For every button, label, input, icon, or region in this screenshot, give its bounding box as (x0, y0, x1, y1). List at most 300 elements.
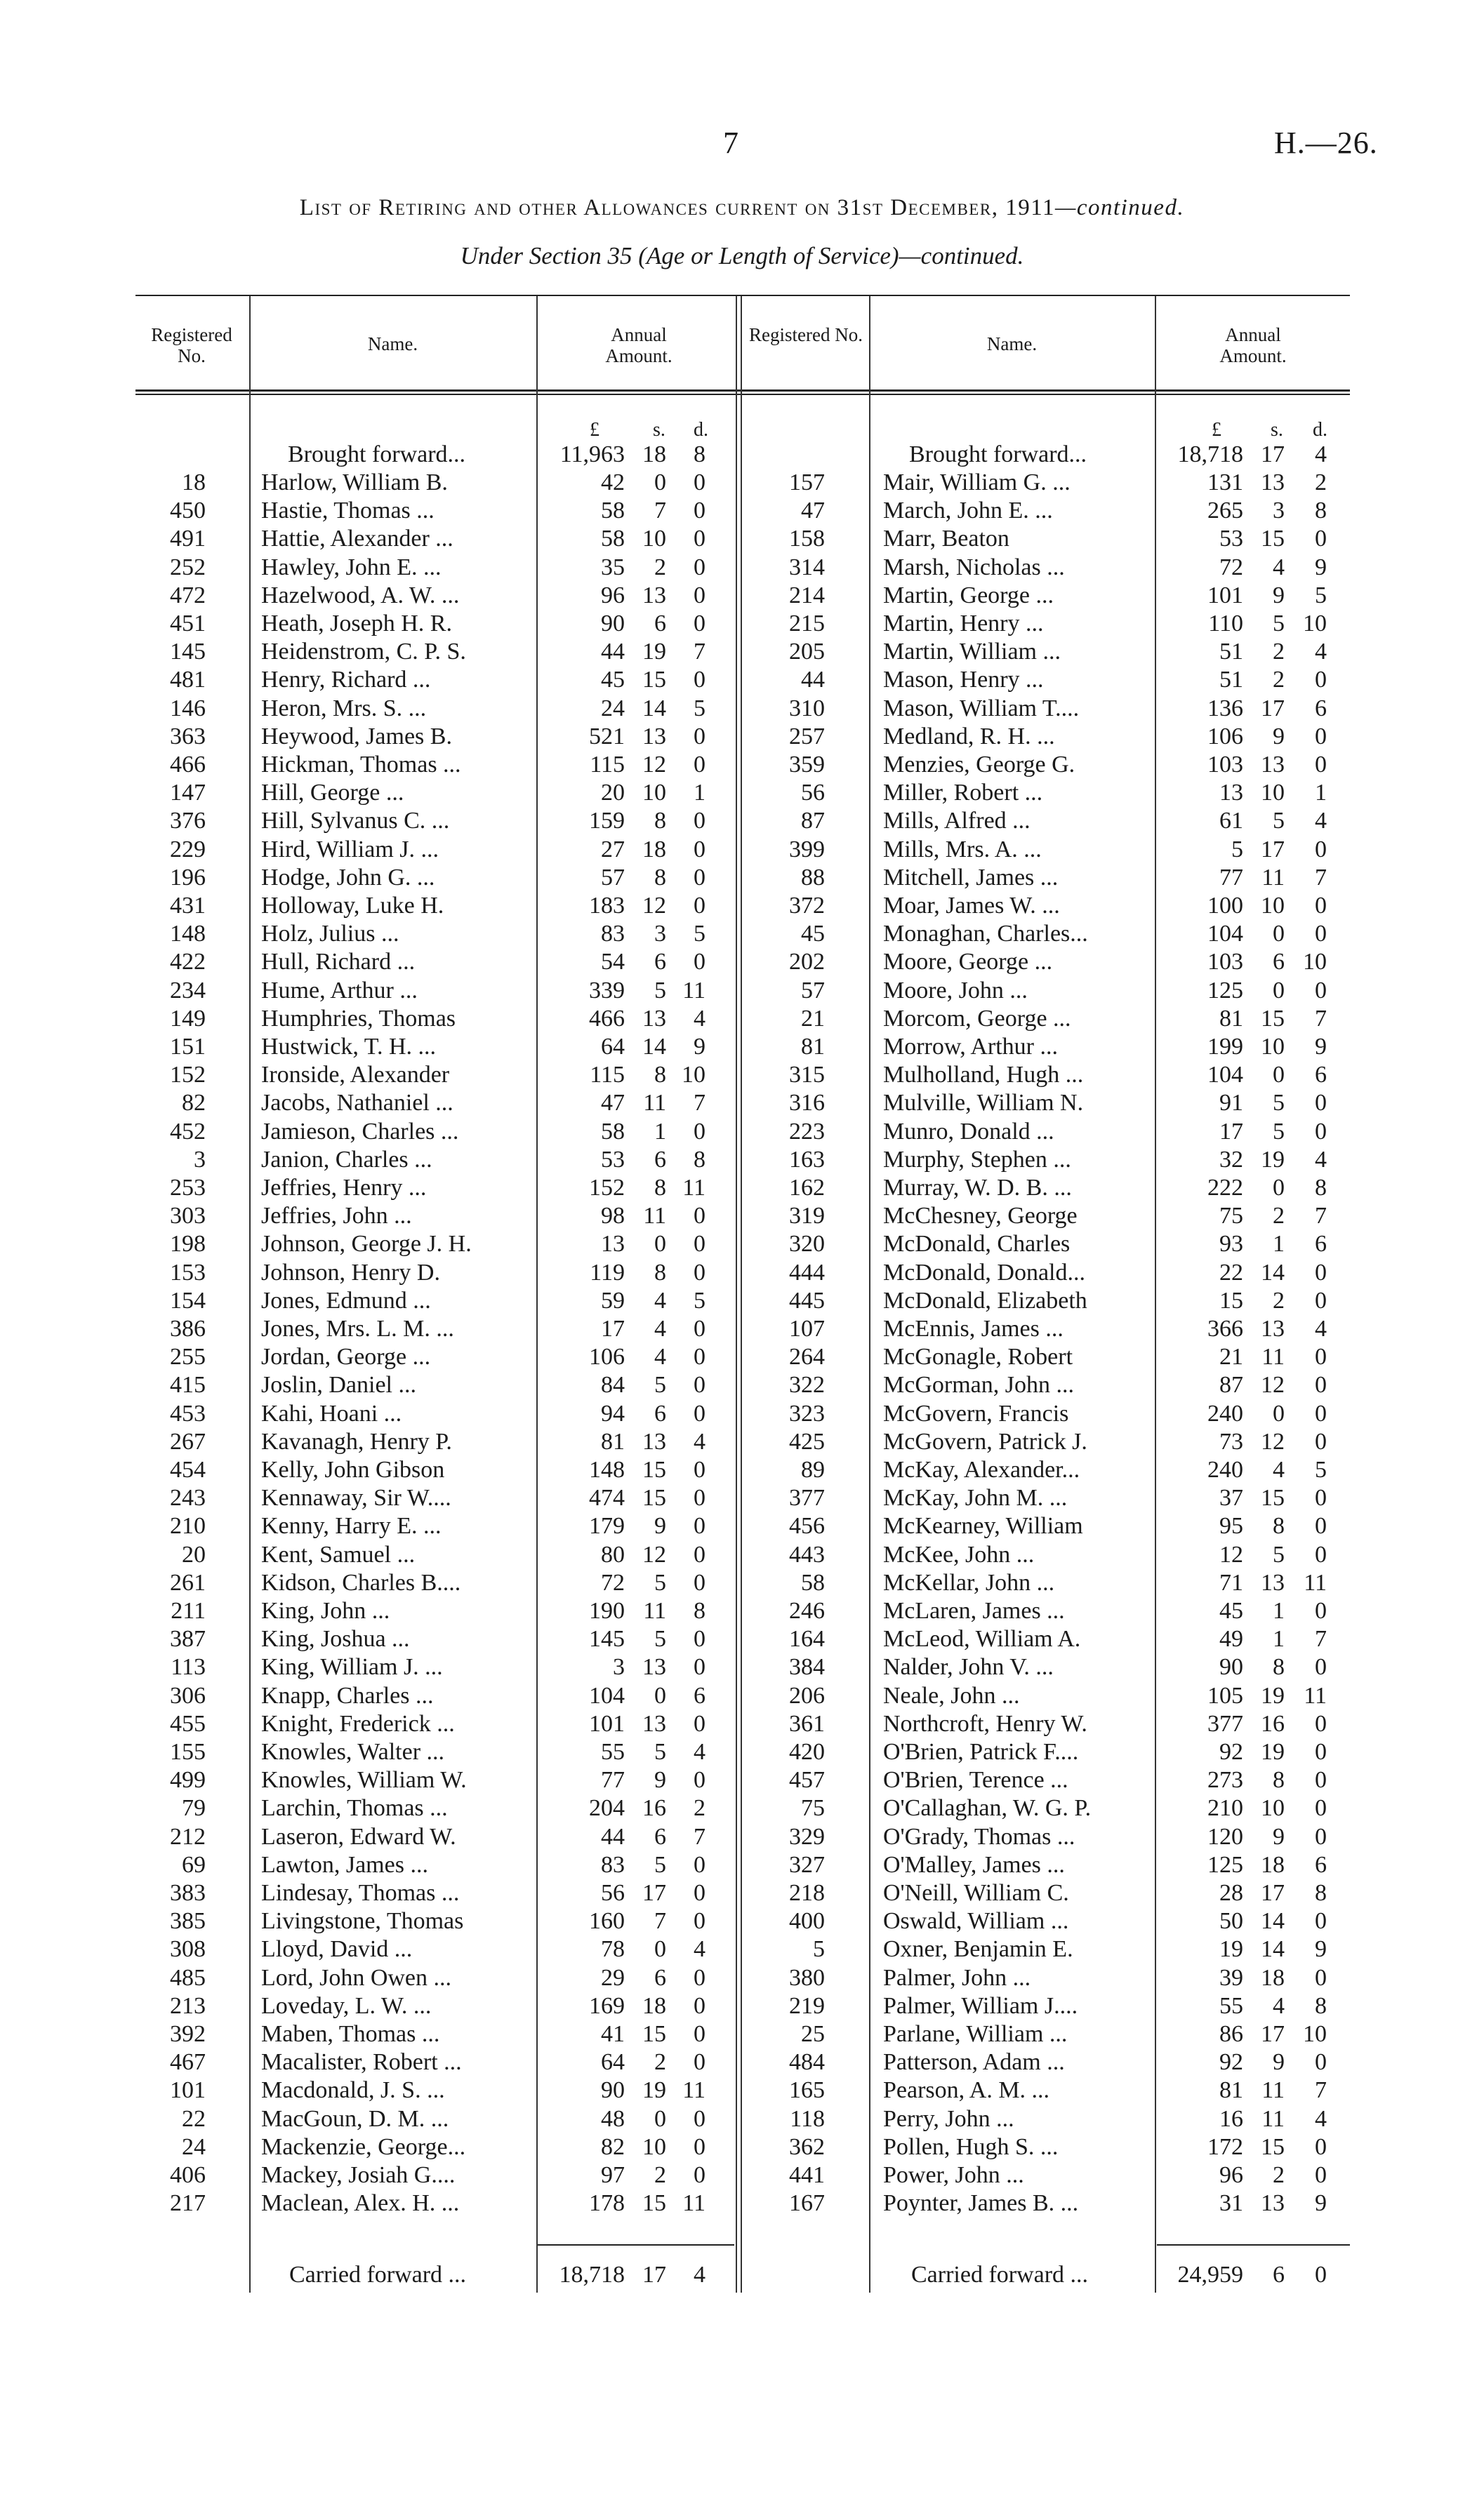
name-cell: Knowles, William W. (261, 1767, 467, 1794)
pence-cell: 0 (1315, 893, 1327, 919)
pounds-cell: 51 (1219, 667, 1243, 693)
shillings-cell: 15 (642, 1457, 666, 1483)
pounds-cell: 82 (601, 2133, 625, 2160)
pounds-cell: 86 (1219, 2021, 1243, 2047)
shillings-cell: 6 (654, 1964, 666, 1991)
name-cell: Power, John ... (883, 2162, 1024, 2188)
reg-no-cell: 149 (170, 1005, 206, 1032)
table-row (0, 1484, 1484, 1512)
pounds-cell: 521 (589, 723, 625, 749)
reg-no-cell: 252 (170, 554, 206, 580)
name-cell: Mason, Henry ... (883, 667, 1044, 693)
shillings-cell: 10 (1261, 1034, 1285, 1060)
shillings-cell: 19 (1261, 1146, 1285, 1173)
shillings-cell: 8 (654, 1062, 666, 1088)
name-cell: McGorman, John ... (883, 1372, 1074, 1399)
shillings-cell: 2 (1273, 1287, 1285, 1314)
name-cell: McKee, John ... (883, 1541, 1035, 1568)
name-cell: Knapp, Charles ... (261, 1682, 434, 1709)
reg-no-cell: 406 (170, 2162, 206, 2188)
reg-no-cell: 213 (170, 1992, 206, 2019)
pence-cell: 0 (694, 1992, 705, 2019)
pence-cell: 0 (694, 1259, 705, 1286)
shillings-cell: 9 (1273, 582, 1285, 608)
table-row (0, 892, 1484, 920)
shillings-cell: 3 (654, 921, 666, 947)
reg-no-cell: 363 (170, 723, 206, 749)
reg-no-cell: 229 (170, 836, 206, 862)
name-cell: Kidson, Charles B.... (261, 1569, 461, 1596)
pence-cell: 0 (1315, 1400, 1327, 1427)
pounds-cell: 48 (601, 2105, 625, 2132)
reg-no-cell: 257 (789, 723, 825, 749)
pence-cell: 0 (1315, 2133, 1327, 2160)
shillings-cell: 10 (1261, 780, 1285, 806)
reg-no-cell: 452 (170, 1118, 206, 1145)
pounds-cell: 115 (590, 752, 625, 778)
reg-no-cell: 267 (170, 1428, 206, 1455)
reg-no-cell: 451 (170, 611, 206, 636)
right-carried-forward-label: Carried forward ... (911, 2262, 1089, 2288)
name-cell: Martin, William ... (883, 639, 1061, 665)
reg-no-cell: 113 (171, 1654, 206, 1681)
reg-no-cell: 152 (170, 1062, 206, 1088)
reg-no-cell: 243 (170, 1485, 206, 1512)
pounds-cell: 54 (601, 949, 625, 975)
pence-cell: 0 (694, 949, 705, 975)
pence-cell: 7 (1315, 1626, 1327, 1653)
shillings-cell: 5 (654, 1569, 666, 1596)
table-row (0, 2189, 1484, 2218)
shillings-cell: 11 (1261, 1344, 1285, 1371)
reg-no-cell: 107 (789, 1316, 825, 1342)
table-row (0, 1851, 1484, 1879)
shillings-cell: 6 (654, 1146, 666, 1173)
table-row (0, 1343, 1484, 1371)
name-cell: MacGoun, D. M. ... (261, 2105, 449, 2132)
table-header-rule-2 (135, 394, 1350, 395)
pounds-cell: 87 (1219, 1372, 1243, 1399)
reg-no-cell: 163 (789, 1146, 825, 1173)
name-cell: Hickman, Thomas ... (261, 752, 461, 778)
shillings-cell: 1 (1273, 1231, 1285, 1258)
name-cell: Holz, Julius ... (261, 921, 399, 947)
table-row (0, 920, 1484, 948)
name-cell: Jamieson, Charles ... (261, 1118, 459, 1145)
reg-no-cell: 20 (182, 1541, 206, 1568)
table-row (0, 1992, 1484, 2020)
name-cell: Hird, William J. ... (261, 836, 439, 862)
reg-no-cell: 315 (789, 1062, 825, 1088)
shillings-cell: 18 (1261, 1964, 1285, 1991)
reg-no-cell: 415 (170, 1372, 206, 1399)
reg-no-cell: 210 (170, 1513, 206, 1540)
shillings-cell: 0 (654, 1231, 666, 1258)
reg-no-cell: 384 (789, 1654, 825, 1681)
pounds-cell: 37 (1219, 1485, 1243, 1512)
shillings-cell: 15 (1261, 2133, 1285, 2160)
table-row (0, 497, 1484, 525)
table-row (0, 1766, 1484, 1794)
reg-no-cell: 167 (789, 2190, 825, 2217)
table-row (0, 2076, 1484, 2105)
pence-cell: 0 (1315, 1344, 1327, 1371)
pounds-cell: 172 (1207, 2133, 1243, 2160)
pounds-cell: 106 (1207, 723, 1243, 749)
reg-no-cell: 45 (801, 921, 825, 947)
shillings-cell: 17 (642, 1880, 666, 1906)
name-cell: McKay, Alexander... (883, 1457, 1080, 1483)
pence-cell: 5 (694, 695, 705, 721)
shillings-cell: 2 (654, 2162, 666, 2188)
name-cell: Martin, George ... (883, 582, 1054, 608)
name-cell: Harlow, William B. (261, 469, 448, 495)
pounds-cell: 273 (1207, 1767, 1243, 1794)
name-cell: Joslin, Daniel ... (261, 1372, 416, 1399)
name-cell: Larchin, Thomas ... (261, 1795, 448, 1822)
reg-no-cell: 69 (182, 1851, 206, 1878)
pounds-cell: 152 (589, 1175, 625, 1201)
pence-cell: 0 (694, 2021, 705, 2047)
pence-cell: 0 (694, 1964, 705, 1991)
pounds-cell: 13 (601, 1231, 625, 1258)
name-cell: Mills, Mrs. A. ... (883, 836, 1042, 862)
pounds-cell: 83 (601, 921, 625, 947)
shillings-cell: 15 (642, 1485, 666, 1512)
reg-no-cell: 261 (170, 1569, 206, 1596)
pounds-cell: 131 (1207, 469, 1243, 495)
name-cell: Miller, Robert ... (883, 780, 1043, 806)
pounds-cell: 27 (601, 836, 625, 862)
shillings-cell: 0 (654, 1682, 666, 1709)
pence-cell: 0 (694, 2133, 705, 2160)
pounds-cell: 45 (1219, 1598, 1243, 1624)
name-cell: Oxner, Benjamin E. (883, 1936, 1073, 1963)
shillings-cell: 10 (1261, 893, 1285, 919)
pence-cell: 0 (694, 1710, 705, 1737)
name-cell: Menzies, George G. (883, 752, 1075, 778)
reg-no-cell: 215 (789, 611, 825, 636)
name-cell: Hawley, John E. ... (261, 554, 442, 580)
pounds-cell: 51 (1219, 639, 1243, 665)
pence-cell: 0 (1315, 921, 1327, 947)
name-cell: McGovern, Patrick J. (883, 1428, 1087, 1455)
pounds-cell: 15 (1219, 1287, 1243, 1314)
name-cell: Munro, Donald ... (883, 1118, 1054, 1145)
pence-cell: 0 (694, 1203, 705, 1229)
reg-no-cell: 327 (789, 1851, 825, 1878)
pence-cell: 9 (1315, 554, 1327, 580)
reg-no-cell: 377 (789, 1485, 825, 1512)
shillings-cell: 2 (654, 2049, 666, 2076)
pounds-cell: 179 (589, 1513, 625, 1540)
pounds-cell: 57 (601, 864, 625, 891)
reg-no-cell: 196 (170, 864, 206, 891)
name-cell: Martin, Henry ... (883, 611, 1044, 636)
pounds-cell: 265 (1207, 498, 1243, 524)
reg-no-cell: 400 (789, 1908, 825, 1935)
name-cell: Pollen, Hugh S. ... (883, 2133, 1059, 2160)
pounds-cell: 90 (601, 611, 625, 636)
name-cell: Heywood, James B. (261, 723, 452, 749)
shillings-cell: 19 (1261, 1682, 1285, 1709)
pounds-cell: 339 (589, 977, 625, 1004)
pounds-cell: 53 (601, 1146, 625, 1173)
shillings-cell: 0 (654, 1936, 666, 1963)
name-cell: Hill, George ... (261, 780, 404, 806)
reg-no-cell: 146 (170, 695, 206, 721)
reg-no-cell: 467 (170, 2049, 206, 2076)
name-cell: Macdonald, J. S. ... (261, 2077, 445, 2104)
pence-cell: 0 (1315, 1654, 1327, 1681)
table-row (0, 1625, 1484, 1653)
pounds-cell: 61 (1219, 808, 1243, 834)
name-cell: Hazelwood, A. W. ... (261, 582, 460, 608)
table-row (0, 666, 1484, 694)
pence-cell: 0 (694, 1851, 705, 1878)
shillings-cell: 19 (642, 2077, 666, 2104)
pounds-cell: 35 (601, 554, 625, 580)
reg-no-cell: 466 (170, 752, 206, 778)
shillings-cell: 10 (1261, 1795, 1285, 1822)
pence-cell: 0 (694, 1344, 705, 1371)
shillings-cell: 12 (1261, 1372, 1285, 1399)
pence-cell: 0 (1315, 2049, 1327, 2076)
pounds-cell: 103 (1207, 949, 1243, 975)
name-cell: Mitchell, James ... (883, 864, 1059, 891)
shillings-cell: 1 (1273, 1598, 1285, 1624)
pounds-cell: 17 (1219, 1118, 1243, 1145)
shillings-cell: 7 (654, 498, 666, 524)
pence-cell: 11 (682, 1175, 705, 1201)
pence-cell: 0 (1315, 977, 1327, 1004)
pence-cell: 4 (1315, 2105, 1327, 2132)
name-cell: Loveday, L. W. ... (261, 1992, 432, 2019)
shillings-cell: 0 (654, 469, 666, 495)
reg-no-cell: 211 (171, 1598, 206, 1624)
name-cell: Hustwick, T. H. ... (261, 1034, 437, 1060)
reg-no-cell: 387 (170, 1626, 206, 1653)
name-cell: Pearson, A. M. ... (883, 2077, 1050, 2104)
left-pound-label: £ (590, 419, 599, 441)
pence-cell: 0 (694, 1880, 705, 1906)
pence-cell: 0 (1315, 1767, 1327, 1794)
shillings-cell: 18 (1261, 1851, 1285, 1878)
pence-cell: 7 (1315, 864, 1327, 891)
shillings-cell: 16 (642, 1795, 666, 1822)
page-number: 7 (723, 126, 738, 160)
pounds-cell: 96 (1219, 2162, 1243, 2188)
shillings-cell: 15 (642, 2190, 666, 2217)
name-cell: Jordan, George ... (261, 1344, 431, 1371)
reg-no-cell: 329 (789, 1823, 825, 1850)
reg-no-cell: 151 (170, 1034, 206, 1060)
reg-no-cell: 219 (789, 1992, 825, 2019)
shillings-cell: 13 (642, 1710, 666, 1737)
pence-cell: 5 (694, 921, 705, 947)
reg-no-cell: 18 (182, 469, 206, 495)
reg-no-cell: 205 (789, 639, 825, 665)
pence-cell: 0 (694, 1541, 705, 1568)
shillings-cell: 9 (654, 1767, 666, 1794)
table-row (0, 779, 1484, 807)
pence-cell: 1 (694, 780, 705, 806)
pence-cell: 0 (694, 2162, 705, 2188)
pence-cell: 0 (1315, 1908, 1327, 1935)
shillings-cell: 0 (1273, 977, 1285, 1004)
shillings-cell: 0 (654, 2105, 666, 2132)
name-cell: Murray, W. D. B. ... (883, 1175, 1072, 1201)
pence-cell: 7 (694, 1823, 705, 1850)
pence-cell: 0 (694, 1569, 705, 1596)
pence-cell: 0 (1315, 1598, 1327, 1624)
name-cell: McKearney, William (883, 1513, 1083, 1540)
table-row (0, 1400, 1484, 1428)
shillings-cell: 13 (642, 723, 666, 749)
pence-cell: 4 (1315, 1316, 1327, 1342)
pence-cell: 0 (694, 1316, 705, 1342)
name-cell: Heath, Joseph H. R. (261, 611, 452, 636)
pence-cell: 0 (694, 1400, 705, 1427)
reg-no-cell: 445 (789, 1287, 825, 1314)
pounds-cell: 77 (601, 1767, 625, 1794)
pounds-cell: 59 (601, 1287, 625, 1314)
name-cell: Laseron, Edward W. (261, 1823, 456, 1850)
right-brought-forward-pence: 4 (1315, 441, 1327, 467)
name-cell: Neale, John ... (883, 1682, 1020, 1709)
shillings-cell: 2 (1273, 2162, 1285, 2188)
right-pound-label: £ (1212, 419, 1221, 441)
name-cell: Mair, William G. ... (883, 469, 1071, 495)
shillings-cell: 13 (1261, 2190, 1285, 2217)
shillings-cell: 5 (654, 1372, 666, 1399)
right-header-name: Name. (986, 333, 1038, 354)
pounds-cell: 92 (1219, 1739, 1243, 1765)
reg-no-cell: 456 (789, 1513, 825, 1540)
reg-no-cell: 162 (789, 1175, 825, 1201)
pence-cell: 8 (1315, 1175, 1327, 1201)
reg-no-cell: 165 (789, 2077, 825, 2104)
pounds-cell: 28 (1219, 1880, 1243, 1906)
shillings-cell: 14 (1261, 1908, 1285, 1935)
pounds-cell: 5 (1231, 836, 1243, 862)
pounds-cell: 58 (601, 1118, 625, 1145)
reg-no-cell: 361 (789, 1710, 825, 1737)
pounds-cell: 100 (1207, 893, 1243, 919)
name-cell: Humphries, Thomas (261, 1005, 456, 1032)
pounds-cell: 94 (601, 1400, 625, 1427)
name-cell: Johnson, Henry D. (261, 1259, 440, 1286)
pounds-cell: 101 (589, 1710, 625, 1737)
left-header-amount: Annual Amount. (605, 324, 673, 366)
reg-no-cell: 154 (170, 1287, 206, 1314)
reg-no-cell: 372 (789, 893, 825, 919)
left-brought-forward-shillings: 18 (642, 441, 666, 467)
pence-cell: 0 (694, 554, 705, 580)
name-cell: Hodge, John G. ... (261, 864, 435, 891)
shillings-cell: 4 (1273, 1457, 1285, 1483)
pence-cell: 0 (694, 498, 705, 524)
pounds-cell: 58 (601, 498, 625, 524)
shillings-cell: 13 (642, 1428, 666, 1455)
pounds-cell: 78 (601, 1936, 625, 1963)
shillings-cell: 4 (654, 1316, 666, 1342)
shillings-cell: 13 (642, 582, 666, 608)
pence-cell: 0 (694, 893, 705, 919)
shillings-cell: 4 (654, 1287, 666, 1314)
reg-no-cell: 79 (182, 1795, 206, 1822)
reg-no-cell: 164 (789, 1626, 825, 1653)
pence-cell: 0 (694, 1372, 705, 1399)
list-title (0, 195, 1484, 221)
pounds-cell: 183 (589, 893, 625, 919)
reg-no-cell: 399 (789, 836, 825, 862)
name-cell: Kavanagh, Henry P. (261, 1428, 452, 1455)
pence-cell: 11 (1304, 1682, 1327, 1709)
pence-cell: 9 (1315, 1034, 1327, 1060)
pence-cell: 0 (1315, 1739, 1327, 1765)
shillings-cell: 13 (1261, 1316, 1285, 1342)
pence-cell: 0 (694, 1457, 705, 1483)
right-brought-forward-pounds: 18,718 (1177, 441, 1243, 467)
table-row (0, 751, 1484, 779)
reg-no-cell: 198 (170, 1231, 206, 1258)
name-cell: Patterson, Adam ... (883, 2049, 1065, 2076)
pence-cell: 2 (1315, 469, 1327, 495)
left-total-rule (538, 2244, 734, 2246)
left-carried-forward-label: Carried forward ... (289, 2262, 467, 2288)
reg-no-cell: 147 (170, 780, 206, 806)
shillings-cell: 10 (642, 526, 666, 552)
name-cell: Hastie, Thomas ... (261, 498, 435, 524)
pounds-cell: 91 (1219, 1090, 1243, 1116)
name-cell: Murphy, Stephen ... (883, 1146, 1071, 1173)
name-cell: Knight, Frederick ... (261, 1710, 455, 1737)
reg-no-cell: 450 (170, 498, 206, 524)
right-carried-forward-shillings: 6 (1273, 2262, 1285, 2288)
pounds-cell: 53 (1219, 526, 1243, 552)
reg-no-cell: 431 (170, 893, 206, 919)
shillings-cell: 11 (643, 1090, 666, 1116)
pence-cell: 4 (694, 1428, 705, 1455)
table-row (0, 2020, 1484, 2048)
reg-no-cell: 422 (170, 949, 206, 975)
shillings-cell: 9 (1273, 2049, 1285, 2076)
table-row (0, 1146, 1484, 1174)
name-cell: McKay, John M. ... (883, 1485, 1068, 1512)
table-row (0, 1794, 1484, 1822)
shillings-cell: 0 (1273, 1175, 1285, 1201)
name-cell: McEnnis, James ... (883, 1316, 1064, 1342)
table-row (0, 1964, 1484, 1992)
pounds-cell: 106 (589, 1344, 625, 1371)
name-cell: Northcroft, Henry W. (883, 1710, 1087, 1737)
shillings-cell: 7 (654, 1908, 666, 1935)
table-row (0, 1597, 1484, 1625)
shillings-cell: 15 (642, 667, 666, 693)
pounds-cell: 125 (1207, 977, 1243, 1004)
left-carried-forward-pounds: 18,718 (559, 2262, 625, 2288)
shillings-cell: 2 (1273, 639, 1285, 665)
pence-cell: 0 (1315, 723, 1327, 749)
shillings-cell: 4 (1273, 1992, 1285, 2019)
pounds-cell: 72 (1219, 554, 1243, 580)
name-cell: O'Brien, Terence ... (883, 1767, 1068, 1794)
pounds-cell: 204 (589, 1795, 625, 1822)
name-cell: Heron, Mrs. S. ... (261, 695, 427, 721)
shillings-cell: 5 (654, 1851, 666, 1878)
name-cell: Henry, Richard ... (261, 667, 431, 693)
